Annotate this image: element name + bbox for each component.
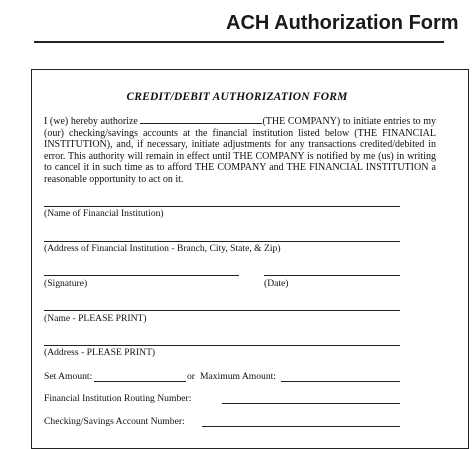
max-amount-line[interactable] (281, 381, 400, 382)
date-label: (Date) (264, 278, 289, 289)
name-print-line[interactable] (44, 310, 400, 311)
company-name-blank[interactable] (140, 114, 262, 124)
account-number-label: Checking/Savings Account Number: (44, 416, 185, 427)
name-print-label: (Name - PLEASE PRINT) (44, 313, 147, 324)
institution-address-label: (Address of Financial Institution - Branch, City, State, & Zip) (44, 243, 281, 254)
paragraph-start: I (we) hereby authorize (44, 116, 138, 127)
paragraph-rest: (THE COMPANY) to initiate entries to my (our) checking/savings accounts at the financial institution listed below (THE FINANCIAL INSTITUTION), and, if necessary, initiate adjustments for any transactions credited/debited in error. This authority will remain in effect until THE COMPANY is notified by me (us) in writing to cancel it in such time as to afford THE COMPANY and THE FINANCIAL INSTITUTION a reasonable opportunity to act on it. (44, 116, 437, 185)
address-print-line[interactable] (44, 345, 400, 346)
institution-name-line[interactable] (44, 206, 400, 207)
account-number-line[interactable] (202, 426, 400, 427)
date-line[interactable] (264, 275, 400, 276)
set-amount-line[interactable] (94, 381, 186, 382)
routing-number-line[interactable] (222, 403, 400, 404)
set-amount-label: Set Amount: (44, 371, 93, 382)
header-divider (34, 41, 444, 43)
signature-label: (Signature) (44, 278, 88, 289)
max-amount-label: Maximum Amount: (200, 371, 276, 382)
form-title: CREDIT/DEBIT AUTHORIZATION FORM (126, 91, 348, 103)
or-label: or (187, 371, 195, 382)
authorization-paragraph (44, 114, 436, 186)
signature-line[interactable] (44, 275, 239, 276)
address-print-label: (Address - PLEASE PRINT) (44, 347, 156, 358)
institution-name-label: (Name of Financial Institution) (44, 208, 164, 219)
institution-address-line[interactable] (44, 241, 400, 242)
page-title: ACH Authorization Form (226, 12, 459, 34)
routing-number-label: Financial Institution Routing Number: (44, 393, 192, 404)
